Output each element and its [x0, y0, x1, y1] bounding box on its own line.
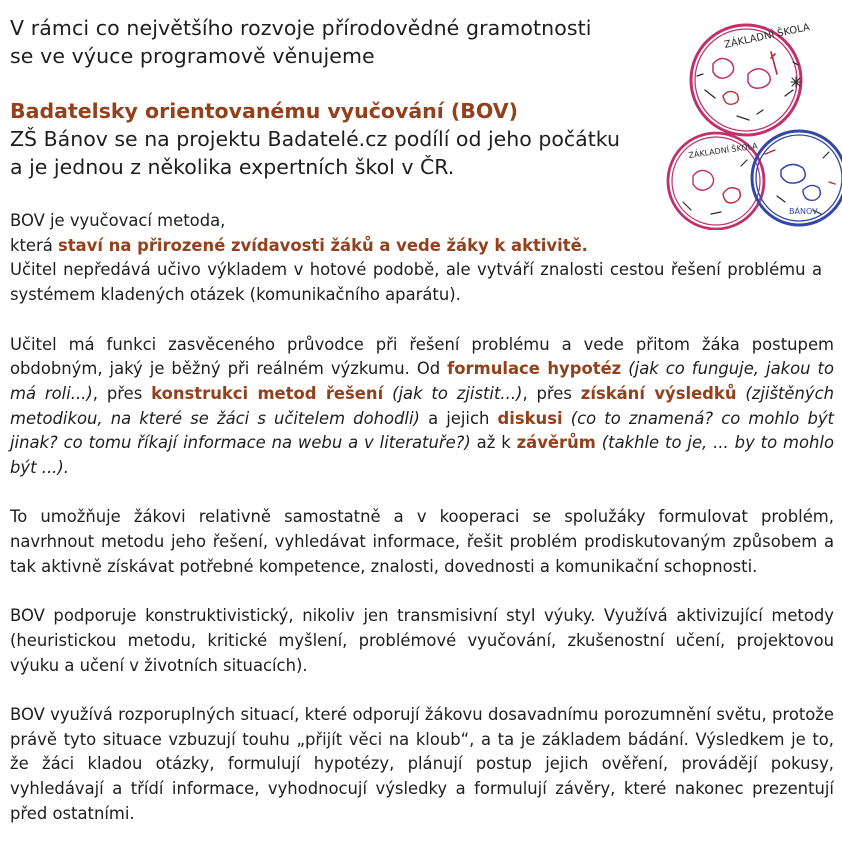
body-text	[10, 209, 834, 827]
intro-line-2: se ve výuce programově věnujeme	[10, 44, 375, 68]
text-run: která	[10, 235, 58, 255]
paragraph-1-line-1: BOV je vyučovací metoda,	[10, 211, 226, 230]
italic-note: (jak co funguje, jakou to má roli...)	[10, 359, 834, 403]
intro-line-1: V rámci co největšího rozvoje přírodovědné gramotnosti	[10, 16, 592, 40]
text-run: , přes	[522, 383, 581, 403]
text-run: , přes	[92, 383, 152, 403]
logo-text-right: BÁNOV	[789, 207, 818, 216]
italic-note: (takhle to je, ... by to mohlo být ...).	[10, 433, 834, 478]
paragraph-4: BOV podporuje konstruktivistický, nikoliv jen transmisivní styl výuky. Využívá aktivizující metody (heuristickou metodu, kritické myšlení, problémové vyučování, zkušenostní učení, projektovou výuku a učení v životních situacích).	[10, 606, 834, 675]
paragraph-3: To umožňuje žákovi relativně samostatně a v kooperaci se spolužáky formulovat problém, navrhnout metodu jeho řešení, vyhledávat informace, řešit problém prodiskutovaným způsobem a tak aktivně získávat potřebné kompetence, znalosti, dovednosti a komunikační schopnosti.	[10, 507, 834, 576]
paragraph-5: BOV využívá rozporuplných situací, které odporují žákovu dosavadnímu porozumnění světu, protože právě tyto situace vzbuzují touhu „přijít věci na kloub“, a ta je základem bádání. Výsledkem je to, že žáci kladou otázky, formulují hypotézy, plánují postup jejich ověření, provádějí pokusy, vyhledávají a třídí informace, vyhodnocují výsledky a formulují závěry, které nakonec prezentují před ostatními.	[10, 705, 834, 823]
italic-note: (zjištěných metodikou, na které se žáci s učitelem dohodli)	[10, 383, 834, 428]
text-run: Učitel má funkci zasvěceného průvodce při řešení problému a vede přitom žáka postupem obdobným, jaký je běžný při reálném výzkumu. Od	[10, 334, 834, 379]
lead-line-1: ZŠ Bánov se na projektu Badatelé.cz podílí od jeho počátku	[10, 127, 621, 151]
highlight-results: získání výsledků	[580, 383, 737, 403]
highlight-curiosity: staví na přirozené zvídavosti žáků a vede žáky k aktivitě.	[58, 235, 588, 255]
text-run: a jejich	[419, 408, 498, 428]
logo-text-left: ZÁKLADNÍ ŠKOLA	[688, 141, 759, 160]
intro-text	[10, 14, 592, 70]
highlight-hypotheses: formulace hypotéz	[447, 359, 622, 379]
logo-text-top: ZÁKLADNÍ ŠKOLA	[723, 22, 811, 51]
highlight-methods: konstrukci metod řešení	[151, 383, 384, 403]
italic-note: (jak to zjistit...)	[383, 383, 523, 403]
logo-sunburst	[791, 77, 801, 87]
page-heading: Badatelsky orientovanému vyučování (BOV)	[10, 99, 519, 123]
highlight-conclusions: závěrům	[516, 433, 596, 453]
paragraph-1-line-2	[10, 234, 834, 259]
lead-line-2: a je jednou z několika expertních škol v ČR.	[10, 155, 455, 179]
lead-text	[10, 125, 620, 181]
text-run: až k	[470, 433, 517, 453]
paragraph-1-rest: Učitel nepředává učivo výkladem v hotové podobě, ale vytváří znalosti cestou řešení problému a systémem kladených otázek (komunikačního aparátu).	[10, 260, 822, 305]
paragraph-2	[10, 333, 834, 481]
highlight-discussion: diskusi	[497, 408, 563, 428]
school-logo	[653, 18, 842, 230]
italic-note: (co to znamená? co mohlo být jinak? co tomu říkají informace na webu a v literatuře?)	[10, 408, 834, 453]
